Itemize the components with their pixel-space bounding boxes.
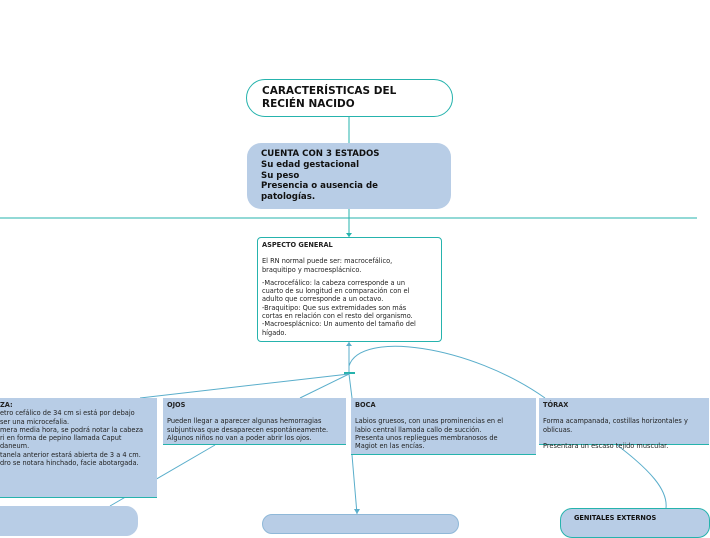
states-line: Presencia o ausencia de	[261, 181, 378, 192]
torax-line: Forma acampanada, costillas horizontales y	[543, 417, 688, 426]
states-line: CUENTA CON 3 ESTADOS	[261, 149, 380, 159]
ojos-card[interactable]	[163, 398, 346, 445]
torax-line	[543, 434, 709, 442]
states-node[interactable]	[247, 143, 451, 209]
connector-boca-to-center-pill	[352, 455, 357, 514]
title-line: RECIÉN NACIDO	[262, 98, 355, 110]
general-detail-line: hígado.	[262, 328, 287, 337]
torax-line: oblicuas.	[543, 425, 573, 434]
title-line: CARACTERÍSTICAS DEL	[262, 85, 397, 97]
boca-line: labio central llamada callo de succión.	[355, 425, 482, 434]
connector-hub-to-torax	[349, 346, 545, 398]
genitales-node[interactable]	[560, 508, 710, 538]
bottom-left-node[interactable]	[0, 506, 138, 536]
general-detail-line: adulto que corresponde a un octavo.	[262, 295, 384, 304]
connector-hub-to-cabeza	[140, 374, 349, 398]
ojos-heading: OJOS	[167, 401, 186, 409]
torax-card[interactable]	[539, 398, 709, 451]
ojos-line: Pueden llegar a aparecer algunas hemorragias	[167, 417, 322, 426]
general-intro-line: braquitipo y macroesplácnico.	[262, 265, 362, 274]
states-line: patologías.	[261, 192, 316, 203]
genitales-heading: GENITALES EXTERNOS	[574, 514, 657, 522]
cabeza-line: dro se notara hinchado, facie abotargada.	[0, 459, 139, 468]
states-line: Su peso	[261, 170, 300, 181]
cabeza-line: etro cefálico de 34 cm si está por debajo	[0, 409, 135, 418]
cabeza-line: ri en forma de pepino llamada Caput	[0, 434, 122, 443]
ojos-line: subjuntivas que desaparecen espontáneamente.	[167, 425, 329, 434]
boca-line: Magiot en las encías.	[355, 442, 425, 451]
states-line: Su edad gestacional	[261, 159, 360, 170]
cabeza-line: ser una microcefalia.	[0, 417, 70, 426]
cabeza-heading: ZA:	[0, 401, 13, 409]
general-detail-line: cortas en relación con el resto del organismo.	[262, 312, 413, 321]
torax-line: Presentara un escaso tejido muscular.	[543, 442, 669, 451]
bottom-center-node[interactable]	[262, 514, 459, 534]
boca-line: Presenta unos repliegues membranosos de	[355, 433, 498, 442]
general-detail-line: -Macroesplácnico: Un aumento del tamaño del	[262, 320, 416, 329]
cabeza-line: tanela anterior estará abierta de 3 a 4 cm.	[0, 450, 141, 459]
boca-line: Labios gruesos, con unas prominencias en el	[355, 417, 504, 426]
connector-hub-to-boca	[349, 374, 352, 398]
general-heading: ASPECTO GENERAL	[262, 241, 333, 249]
cabeza-line: daneum.	[0, 442, 30, 451]
general-intro-line: El RN normal puede ser: macrocefálico,	[262, 257, 393, 266]
boca-card[interactable]	[351, 398, 536, 455]
connector-hub-to-ojos	[300, 374, 349, 398]
ojos-line: Algunos niños no van a poder abrir los ojos.	[167, 433, 312, 442]
boca-heading: BOCA	[355, 401, 376, 409]
arrowhead-general-up	[346, 342, 352, 346]
general-detail-line: -Braquitipo: Que sus extremidades son más	[262, 303, 407, 312]
general-aspect-node[interactable]	[257, 237, 442, 342]
cabeza-card[interactable]	[0, 398, 157, 498]
cabeza-line: mera media hora, se podrá notar la cabeza	[0, 425, 143, 434]
general-detail-line: cuarto de su longitud en comparación con el	[262, 287, 410, 296]
general-detail-line: -Macrocefálico: la cabeza corresponde a un	[262, 278, 406, 287]
connector-torax-to-genitales	[617, 445, 666, 508]
torax-heading: TÓRAX	[543, 401, 569, 409]
title-node[interactable]	[246, 79, 453, 117]
